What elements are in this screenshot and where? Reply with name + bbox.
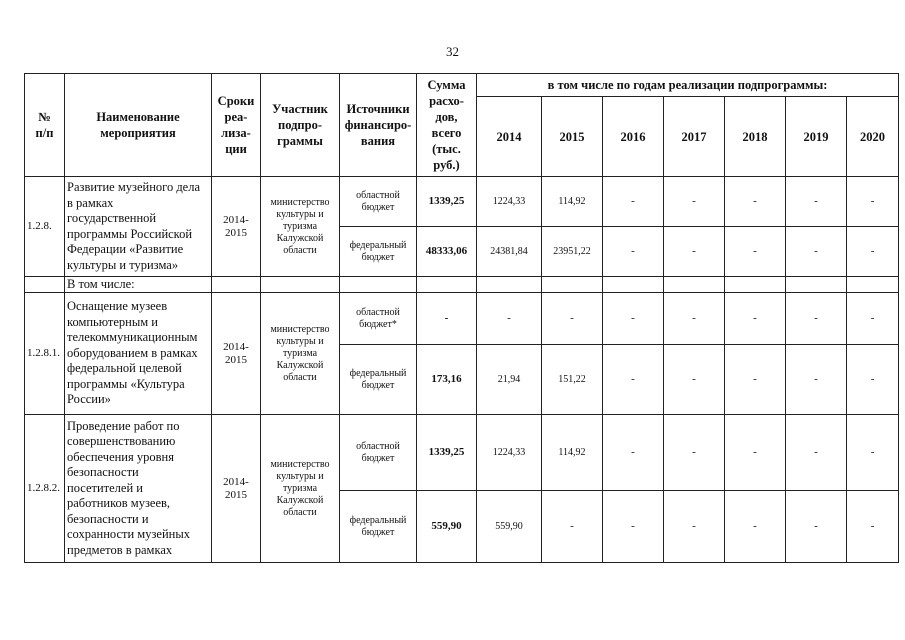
item-name: Оснащение музеев компьютерным и телекоммуникационным оборудованием в рамках федеральной целевой программы «Культура России» — [65, 293, 212, 415]
total-amount: 1339,25 — [417, 415, 477, 491]
item-term: 2014- 2015 — [212, 177, 261, 277]
item-participant: министерство культуры и туризма Калужской области — [261, 177, 340, 277]
year-value: 114,92 — [542, 177, 603, 227]
year-value: 559,90 — [477, 491, 542, 563]
year-value: - — [603, 293, 664, 345]
empty-cell — [603, 277, 664, 293]
funding-source: федеральный бюджет — [340, 227, 417, 277]
total-amount: 1339,25 — [417, 177, 477, 227]
empty-cell — [847, 277, 899, 293]
year-value: 21,94 — [477, 345, 542, 415]
year-value: - — [847, 293, 899, 345]
item-term: 2014- 2015 — [212, 415, 261, 563]
empty-cell — [417, 277, 477, 293]
header-source: Источники финансиро- вания — [340, 74, 417, 177]
total-amount: 48333,06 — [417, 227, 477, 277]
empty-cell — [25, 277, 65, 293]
table-row — [25, 293, 899, 345]
header-year: 2017 — [664, 97, 725, 177]
header-year: 2019 — [786, 97, 847, 177]
total-amount: 559,90 — [417, 491, 477, 563]
year-value: - — [786, 293, 847, 345]
year-value: - — [847, 177, 899, 227]
year-value: - — [603, 177, 664, 227]
empty-cell — [340, 277, 417, 293]
header-total: Сумма расхо- дов, всего (тыс. руб.) — [417, 74, 477, 177]
table-row — [25, 277, 899, 293]
year-value: - — [542, 293, 603, 345]
year-value: - — [725, 491, 786, 563]
table-row — [25, 177, 899, 227]
year-value: - — [603, 415, 664, 491]
year-value: 24381,84 — [477, 227, 542, 277]
item-participant: министерство культуры и туризма Калужской области — [261, 293, 340, 415]
total-amount: - — [417, 293, 477, 345]
year-value: - — [847, 415, 899, 491]
year-value: - — [725, 415, 786, 491]
year-value: - — [477, 293, 542, 345]
year-value: 1224,33 — [477, 177, 542, 227]
year-value: - — [847, 227, 899, 277]
empty-cell — [261, 277, 340, 293]
header-year: 2018 — [725, 97, 786, 177]
year-value: - — [664, 177, 725, 227]
funding-source: областной бюджет — [340, 415, 417, 491]
header-participant: Участник подпро- граммы — [261, 74, 340, 177]
empty-cell — [542, 277, 603, 293]
year-value: - — [664, 227, 725, 277]
year-value: 114,92 — [542, 415, 603, 491]
year-value: - — [664, 293, 725, 345]
year-value: - — [786, 491, 847, 563]
year-value: - — [786, 415, 847, 491]
item-number: 1.2.8.2. — [25, 415, 65, 563]
header-row-1 — [25, 74, 899, 97]
header-name: Наименование мероприятия — [65, 74, 212, 177]
header-year: 2016 — [603, 97, 664, 177]
year-value: - — [542, 491, 603, 563]
item-name: Развитие музейного дела в рамках государственной программы Российской Федерации «Развитие культуры и туризма» — [65, 177, 212, 277]
empty-cell — [786, 277, 847, 293]
total-amount: 173,16 — [417, 345, 477, 415]
header-year: 2015 — [542, 97, 603, 177]
header-years-group: в том числе по годам реализации подпрограммы: — [477, 74, 899, 97]
empty-cell — [725, 277, 786, 293]
year-value: - — [725, 177, 786, 227]
year-value: - — [725, 293, 786, 345]
item-number: 1.2.8. — [25, 177, 65, 277]
table-row — [25, 415, 899, 491]
year-value: - — [786, 345, 847, 415]
year-value: 23951,22 — [542, 227, 603, 277]
year-value: - — [847, 491, 899, 563]
year-value: - — [786, 227, 847, 277]
header-term: Сроки реа- лиза- ции — [212, 74, 261, 177]
item-name: Проведение работ по совершенствованию обеспечения уровня безопасности посетителей и работников музеев, безопасности и сохранности музейных предметов в рамках — [65, 415, 212, 563]
year-value: 151,22 — [542, 345, 603, 415]
year-value: - — [725, 345, 786, 415]
budget-table — [24, 73, 899, 563]
header-year: 2020 — [847, 97, 899, 177]
year-value: 1224,33 — [477, 415, 542, 491]
header-year: 2014 — [477, 97, 542, 177]
year-value: - — [847, 345, 899, 415]
year-value: - — [664, 415, 725, 491]
funding-source: федеральный бюджет — [340, 345, 417, 415]
funding-source: федеральный бюджет — [340, 491, 417, 563]
item-number: 1.2.8.1. — [25, 293, 65, 415]
funding-source: областной бюджет — [340, 177, 417, 227]
page-number: 32 — [446, 44, 459, 59]
year-value: - — [664, 491, 725, 563]
empty-cell — [212, 277, 261, 293]
subheading: В том числе: — [65, 277, 212, 293]
year-value: - — [664, 345, 725, 415]
header-no: № п/п — [25, 74, 65, 177]
year-value: - — [725, 227, 786, 277]
item-term: 2014- 2015 — [212, 293, 261, 415]
year-value: - — [603, 491, 664, 563]
empty-cell — [477, 277, 542, 293]
empty-cell — [664, 277, 725, 293]
year-value: - — [603, 345, 664, 415]
year-value: - — [603, 227, 664, 277]
item-participant: министерство культуры и туризма Калужской области — [261, 415, 340, 563]
year-value: - — [786, 177, 847, 227]
funding-source: областной бюджет* — [340, 293, 417, 345]
